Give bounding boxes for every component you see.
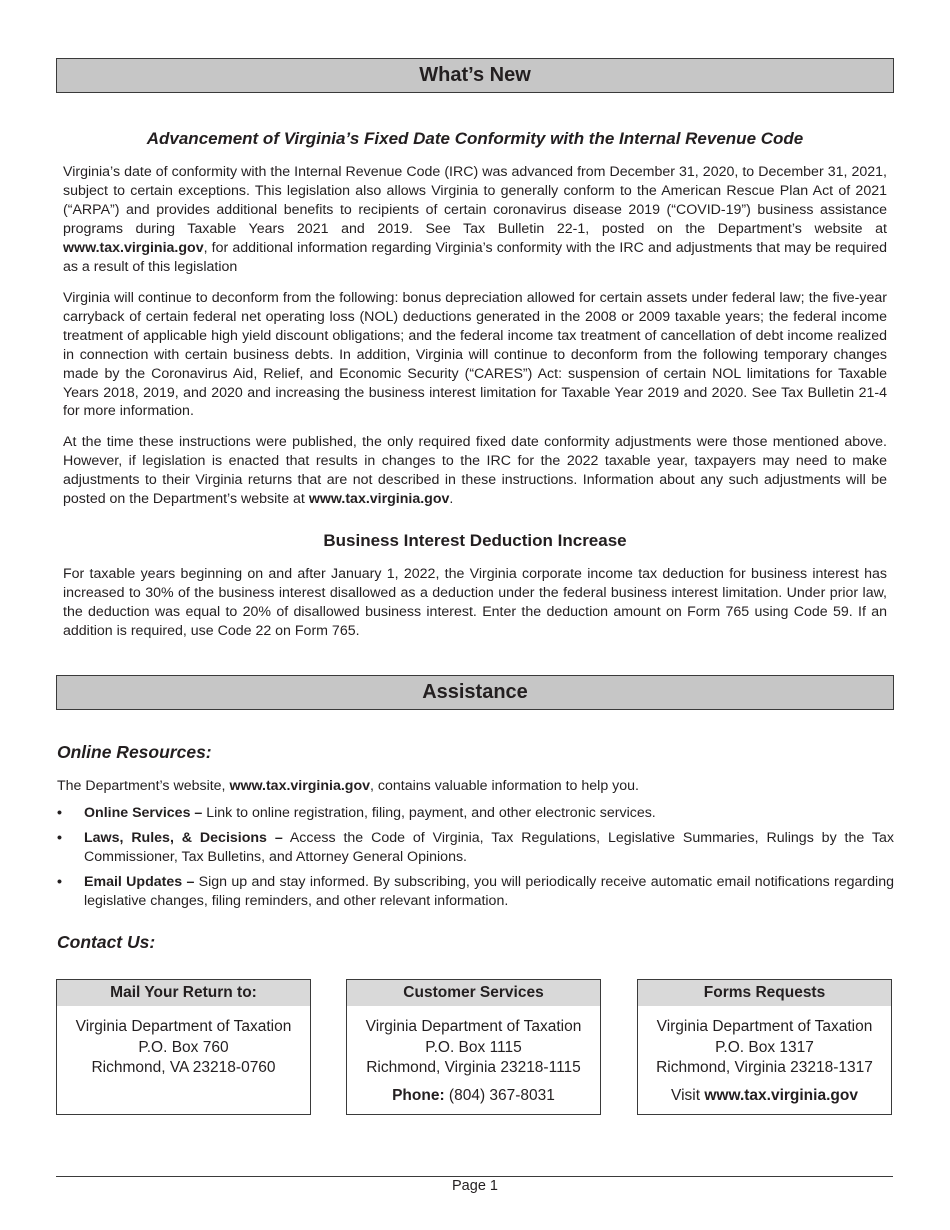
box-title: Customer Services: [347, 980, 600, 1006]
box-title: Mail Your Return to:: [57, 980, 310, 1006]
customer-services-box: Customer Services Virginia Department of Taxation P.O. Box 1115 Richmond, Virginia 23218-1115 Phone: (804) 367-8031: [346, 979, 601, 1115]
online-services-link[interactable]: Online Services –: [84, 805, 203, 821]
website-link[interactable]: www.tax.virginia.gov: [229, 778, 371, 794]
website-link[interactable]: www.tax.virginia.gov: [704, 1086, 858, 1104]
footer-divider: [56, 1176, 893, 1177]
assistance-header: Assistance: [56, 675, 894, 710]
bullet-icon: •: [57, 874, 62, 890]
interest-heading: Business Interest Deduction Increase: [323, 531, 627, 550]
online-resources-heading: Online Resources:: [57, 742, 212, 762]
conformity-paragraph-3: At the time these instructions were published, the only required fixed date conformity adjustments were those mentioned above. However, if legislation is enacted that results in changes to the IRC for the 2022 taxable year, taxpayers may need to make adjustments to their Virginia returns that are not described in these instructions. Information about any such adjustments will be posted on the Department’s website at www.tax.virginia.gov.: [63, 434, 887, 507]
list-item: • Online Services – Link to online registration, filing, payment, and other electronic services.: [57, 805, 656, 821]
list-item: • Laws, Rules, & Decisions – Access the Code of Virginia, Tax Regulations, Legislative Summaries, Rulings by the Tax Commissioner, Tax Bulletins, and Attorney General Opinions.: [57, 830, 894, 865]
forms-requests-box: Forms Requests Virginia Department of Taxation P.O. Box 1317 Richmond, Virginia 23218-1317 Visit www.tax.virginia.gov: [637, 979, 892, 1115]
phone-number[interactable]: Phone: (804) 367-8031: [392, 1086, 555, 1104]
interest-paragraph: For taxable years beginning on and after January 1, 2022, the Virginia corporate income tax deduction for business interest has increased to 30% of the business interest disallowed as a deduction under the federal business interest limitation. Under prior law, the deduction was equal to 20% of disallowed business interest. Enter the deduction amount on Form 765 using Code 59. If an addition is required, use Code 22 on Form 765.: [63, 566, 887, 639]
laws-rules-decisions-link[interactable]: Laws, Rules, & Decisions –: [84, 830, 283, 846]
website-link[interactable]: www.tax.virginia.gov: [308, 490, 450, 507]
page-number: Page 1: [452, 1178, 498, 1194]
mail-return-box: Mail Your Return to: Virginia Department of Taxation P.O. Box 760 Richmond, VA 23218-0760: [56, 979, 311, 1115]
bullet-icon: •: [57, 805, 62, 821]
conformity-heading: Advancement of Virginia’s Fixed Date Conformity with the Internal Revenue Code: [146, 129, 804, 148]
contact-us-heading: Contact Us:: [57, 932, 156, 952]
bullet-icon: •: [57, 830, 62, 846]
conformity-paragraph-1: Virginia’s date of conformity with the Internal Revenue Code (IRC) was advanced from December 31, 2020, to December 31, 2021, subject to certain exceptions. This legislation also allows Virginia to generally conform to the American Rescue Plan Act of 2021 (“ARPA”) and provides additional benefits to recipients of certain coronavirus disease 2019 (“COVID-19”) business assistance programs during Taxable Years 2021 and 2019. See Tax Bulletin 22-1, posted on the Department’s website at www.tax.virginia.gov, for additional information regarding Virginia’s conformity with the IRC and adjustments that may be required as a result of this legislation: [63, 164, 887, 275]
whats-new-header: What’s New: [56, 58, 894, 93]
list-item: • Email Updates – Sign up and stay informed. By subscribing, you will periodically receive automatic email notifications regarding legislative changes, filing reminders, and other relevant information.: [57, 874, 894, 909]
conformity-paragraph-2: Virginia will continue to deconform from the following: bonus depreciation allowed for certain assets under federal law; the five-year carryback of certain federal net operating loss (NOL) deductions generated in the 2008 or 2009 taxable years; the federal income treatment of applicable high yield discount obligations; and the federal income tax treatment of cancellation of debt income realized in connection with certain business debts. In addition, Virginia will continue to deconform from the following temporary changes made by the Coronavirus Aid, Relief, and Economic Security (“CARES”) Act: suspension of certain NOL limitations for Taxable Years 2018, 2019, and 2020 and increasing the business interest limitation for Taxable Year 2019 and 2020. See Tax Bulletin 21-4 for more information.: [63, 290, 887, 420]
email-updates-link[interactable]: Email Updates –: [84, 874, 195, 890]
online-resources-intro: The Department’s website, www.tax.virginia.gov, contains valuable information to help you.: [57, 778, 639, 794]
box-title: Forms Requests: [638, 980, 891, 1006]
website-link[interactable]: www.tax.virginia.gov: [63, 239, 204, 256]
